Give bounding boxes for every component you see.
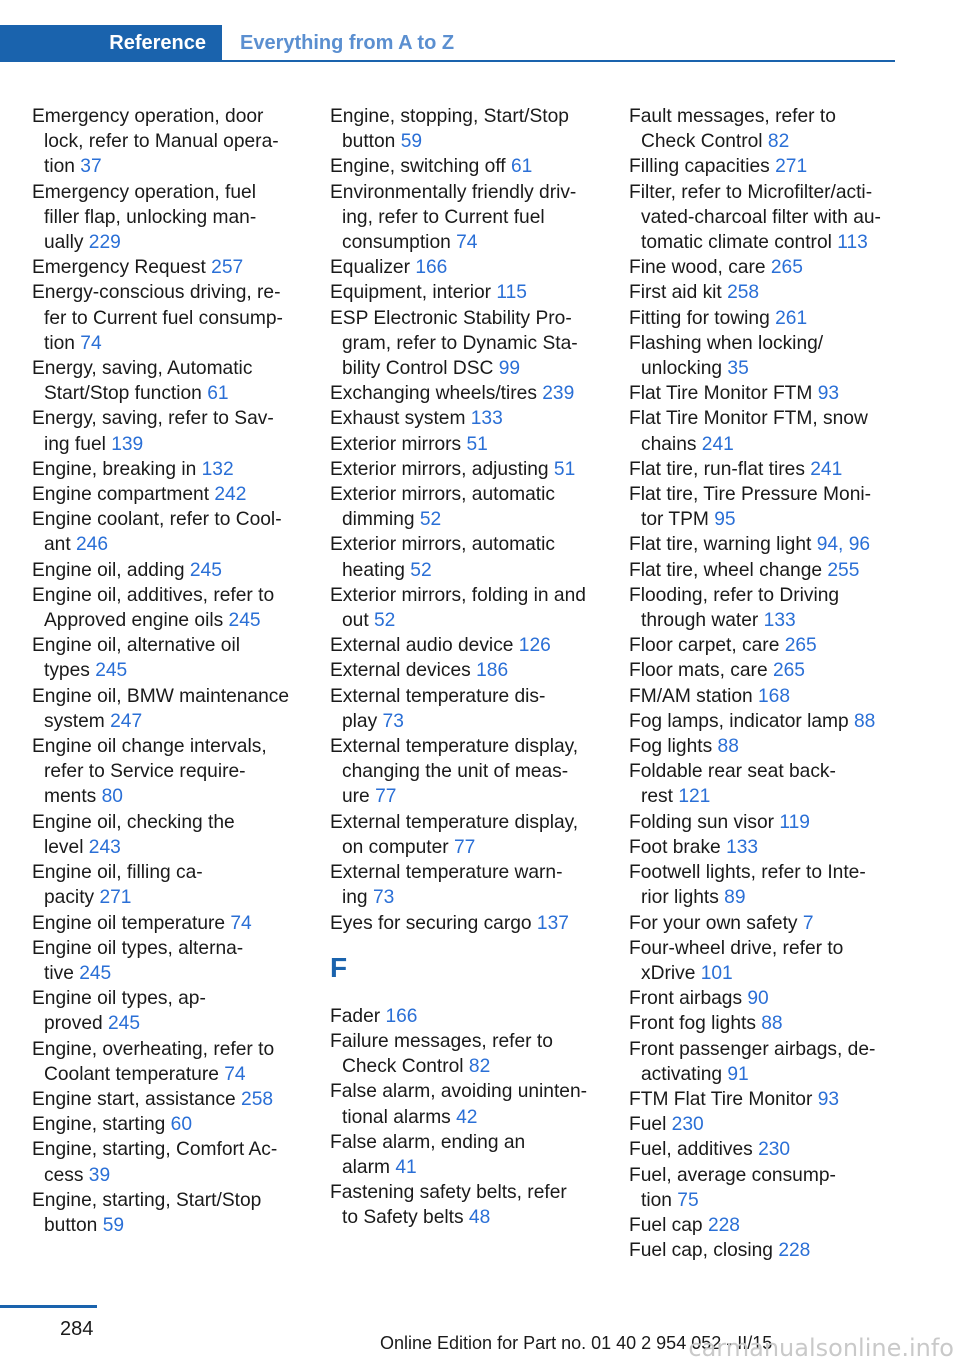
page-reference-link[interactable]: 241 [810,458,843,480]
index-entry-text: Fine wood, care [629,257,771,279]
page-reference-link[interactable]: 48 [468,1207,491,1229]
page-reference-link[interactable]: 99 [498,358,521,380]
index-entry [629,1112,899,1137]
subsection-tab: Everything from A to Z [240,32,455,54]
index-entry-text: Flat tire, Tire Pressure Moni- tor TPM [629,484,872,531]
index-entry-text: External temperature display, changing the unit of meas- ure [330,736,579,808]
index-entry-text: Fuel cap [629,1214,708,1236]
index-column-2 [330,104,600,1231]
index-entry-text: Engine, stopping, Start/Stop button [330,106,569,153]
index-entry [629,306,899,331]
index-entry [330,633,600,658]
index-entry [330,1180,600,1230]
index-entry-text: Flat Tire Monitor FTM, snow chains [629,408,868,455]
index-entry-text: Footwell lights, refer to Inte- rior lights [629,862,866,909]
index-entry-text: Front airbags [629,988,748,1010]
index-entry-text: False alarm, avoiding uninten- tional alarms [330,1081,588,1128]
page-reference-link[interactable]: 230 [758,1139,791,1161]
page-reference-link[interactable]: 93 [817,383,840,405]
index-entry [629,583,899,633]
index-entry [629,1137,899,1162]
index-entry [32,911,302,936]
page-reference-link[interactable]: 82 [767,131,790,153]
index-entry-text: Four-wheel drive, refer to xDrive [629,937,844,984]
page-reference-link[interactable]: 80 [101,786,123,808]
index-entry-text: Engine, starting [32,1114,171,1136]
index-entry-text: Engine oil, adding [32,559,190,581]
index-entry [32,1188,302,1238]
index-entry [629,406,899,456]
page-reference-link[interactable]: 73 [372,887,395,909]
page-reference-link[interactable]: 42 [456,1106,478,1128]
index-entry-text: Filling capacities [629,156,776,178]
index-entry-text: FM/AM station [629,685,759,707]
index-entry-text: False alarm, ending an alarm [330,1131,526,1178]
index-entry [629,986,899,1011]
page-reference-link[interactable]: 245 [95,660,128,682]
page-reference-link[interactable]: 166 [385,1005,418,1027]
index-entry [330,1079,600,1129]
index-entry [330,306,600,382]
page-reference-link[interactable]: 95 [714,509,736,531]
index-entry-text: Exterior mirrors, automatic dimming [330,484,555,531]
index-entry [32,583,302,633]
page-reference-link[interactable]: 74 [80,332,102,354]
page-reference-link[interactable]: 88 [717,736,739,758]
index-entry [32,457,302,482]
index-entry [330,482,600,532]
index-entry [330,406,600,431]
index-entry [330,104,600,154]
index-entry-text: Filter, refer to Microfilter/acti- vated-charcoal filter with au- tomatic climate control [629,181,881,254]
index-entry [32,1087,302,1112]
page-reference-link[interactable]: 166 [415,257,448,279]
index-entry-text: Fuel cap, closing [629,1240,779,1262]
page-reference-link[interactable]: 88 [854,710,876,732]
index-entry [330,1029,600,1079]
index-entry [32,280,302,356]
page-number: 284 [60,1318,94,1340]
page-reference-link[interactable]: 258 [727,282,760,304]
page-reference-link[interactable]: 90 [747,988,769,1010]
page-reference-link[interactable]: 59 [400,131,423,153]
page-reference-link[interactable]: 52 [419,509,442,531]
page-reference-link[interactable]: 133 [470,408,503,430]
index-entry [629,1087,899,1112]
page-reference-link[interactable]: 77 [454,836,476,858]
index-entry-text: Emergency Request [32,257,212,279]
index-entry-text: Exterior mirrors, folding in and out [330,584,586,632]
index-entry [330,734,600,810]
index-entry-text: Engine, switching off [330,156,511,178]
index-entry-text: Foldable rear seat back- rest [629,761,836,808]
index-entry [330,1130,600,1180]
index-entry-text: Floor carpet, care [629,635,785,657]
index-entry-text: Fog lamps, indicator lamp [629,710,855,732]
page-reference-link[interactable]: 258 [241,1088,274,1110]
index-entry-text: Front passenger airbags, de- activating [629,1038,876,1085]
index-entry-text: External devices [330,660,477,682]
edition-note: Online Edition for Part no. 01 40 2 954 052 - II/15 [380,1333,773,1353]
index-entry [330,432,600,457]
index-entry [330,255,600,280]
index-entry-text: Engine oil, checking the level [32,811,235,858]
index-entry [32,936,302,986]
section-letter: F [330,951,348,983]
page-reference-link[interactable]: 139 [111,433,144,455]
page-reference-link[interactable]: 88 [761,1013,783,1035]
index-entry-text: Equipment, interior [330,282,497,304]
index-entry-text: Flat tire, wheel change [629,559,828,581]
page-reference-link[interactable]: 121 [678,786,711,808]
page-reference-link[interactable]: 247 [110,710,143,732]
watermark-logo: carmanualsonline.info [688,1334,954,1362]
page-reference-link[interactable]: 35 [727,358,749,380]
index-entry-text: Energy-conscious driving, re- fer to Current fuel consump- tion [32,282,283,354]
index-entry [330,280,600,305]
index-entry-text: Fuel, additives [629,1139,759,1161]
index-entry-text: Engine, starting, Start/Stop button [32,1189,262,1236]
page-reference-link[interactable]: 228 [778,1240,811,1262]
index-entry-text: External temperature warn- ing [330,862,563,909]
index-entry-text: Environmentally friendly driv- ing, refer to Current fuel consumption [330,181,577,254]
page-reference-link[interactable]: 51 [466,433,488,455]
index-entry [32,507,302,557]
page-reference-link[interactable]: 74 [230,912,252,934]
index-entry [32,180,302,256]
index-entry [629,709,899,734]
index-entry [629,734,899,759]
index-entry [32,1112,302,1137]
index-entry [32,633,302,683]
page-reference-link[interactable]: 52 [410,559,432,581]
index-entry-text: Fuel, average consump- tion [629,1164,836,1211]
page-reference-link[interactable]: 119 [779,811,810,833]
page-reference-link[interactable]: 271 [775,156,808,178]
index-entry-text: Folding sun visor [629,811,780,833]
index-entry-text: Fault messages, refer to Check Control [629,106,836,153]
index-entry-text: External audio device [330,635,519,657]
index-entry [32,104,302,180]
page-reference-link[interactable]: 41 [395,1156,417,1178]
index-entry-text: ESP Electronic Stability Pro- gram, refer to Dynamic Sta- bility Control DSC [330,307,578,380]
index-entry-text: Eyes for securing cargo [330,912,537,934]
page-reference-link[interactable]: 101 [700,962,733,984]
page-reference-link[interactable]: 241 [701,433,734,455]
index-entry [330,381,600,406]
page-reference-link[interactable]: 132 [201,458,234,480]
index-entry [629,457,899,482]
index-entry [629,911,899,936]
index-entry [330,911,600,936]
index-entry [32,734,302,810]
index-entry-text: Failure messages, refer to Check Control [330,1030,553,1078]
index-entry-text: Engine oil types, alterna- tive [32,937,244,984]
page-reference-link[interactable]: 73 [382,710,404,732]
index-entry-text: Flashing when locking/ unlocking [629,332,824,380]
index-entry-text: For your own safety [629,912,803,934]
index-entry [32,482,302,507]
index-entry [629,180,899,256]
index-entry [330,457,600,482]
index-entry-text: Engine oil change intervals, refer to Service require- ments [32,736,267,808]
index-entry-text: Engine oil types, ap- proved [32,988,206,1035]
page-reference-link[interactable]: 74 [456,232,478,254]
page-reference-link[interactable]: 37 [80,156,102,178]
index-entry-text: Engine oil, filling ca- pacity [32,862,203,909]
index-entry [32,356,302,406]
page-reference-link[interactable]: 261 [775,307,808,329]
index-column-1 [32,104,302,1238]
page-reference-link[interactable]: 61 [207,383,229,405]
page-reference-link[interactable]: 242 [214,484,247,506]
page-reference-link[interactable]: 7 [802,912,814,934]
page-reference-link[interactable]: 133 [726,836,759,858]
index-entry [330,532,600,582]
index-entry-text: Fog lights [629,736,718,758]
index-entry [629,381,899,406]
page-reference-link[interactable]: 245 [108,1013,141,1035]
index-entry-text: Engine, starting, Comfort Ac- cess [32,1139,278,1186]
index-entry-text: Floor mats, care [629,660,773,682]
index-entry-text: Engine, overheating, refer to Coolant temperature [32,1038,275,1085]
index-entry [629,532,899,557]
index-entry-text: Fuel [629,1114,672,1136]
index-entry [629,255,899,280]
page-reference-link[interactable]: 75 [677,1189,699,1211]
footer-rule [0,1305,97,1308]
page-reference-link[interactable]: 52 [374,610,396,632]
index-entry-text: Engine coolant, refer to Cool- ant [32,509,282,556]
index-entry-text: Fitting for towing [629,307,776,329]
page-reference-link[interactable]: 229 [88,232,121,254]
page-reference-link[interactable]: 246 [76,534,109,556]
index-column-2-top [330,104,600,936]
index-entry-text: Equalizer [330,257,416,279]
page-reference-link[interactable]: 243 [88,836,121,858]
index-entry [629,684,899,709]
index-entry-text: Foot brake [629,836,727,858]
index-entry [629,1238,899,1263]
page-reference-link[interactable]: 137 [536,912,569,934]
index-entry-text: Engine, breaking in [32,458,202,480]
index-entry [629,280,899,305]
index-entry [629,759,899,809]
page-reference-link[interactable]: 94, 96 [816,534,871,556]
index-entry-text: Flat tire, run-flat tires [629,458,811,480]
page-reference-link[interactable]: 255 [827,559,860,581]
index-entry [629,810,899,835]
page-reference-link[interactable]: 133 [763,610,796,632]
page-reference-link[interactable]: 74 [224,1063,246,1085]
index-entry-text: First aid kit [629,282,728,304]
index-entry-text: FTM Flat Tire Monitor [629,1088,818,1110]
page-reference-link[interactable]: 228 [707,1214,740,1236]
index-entry [629,835,899,860]
index-entry [330,180,600,256]
index-entry [629,658,899,683]
page-reference-link[interactable]: 93 [817,1088,840,1110]
index-entry-text: Front fog lights [629,1013,762,1035]
index-entry-text: Exhaust system [330,408,471,430]
page-reference-link[interactable]: 186 [476,660,509,682]
page-reference-link[interactable]: 115 [496,282,527,304]
page-reference-link[interactable]: 82 [468,1056,491,1078]
index-entry-text: Fader [330,1005,386,1027]
page-reference-link[interactable]: 245 [228,610,261,632]
index-entry [32,684,302,734]
index-entry [629,633,899,658]
page-reference-link[interactable]: 245 [189,559,222,581]
index-entry-text: Engine oil temperature [32,912,231,934]
section-tab: Reference [0,25,222,62]
index-entry [629,860,899,910]
index-entry [330,684,600,734]
index-entry-text: Fastening safety belts, refer to Safety belts [330,1182,567,1229]
index-entry-text: Exterior mirrors, automatic heating [330,534,555,581]
index-entry [32,558,302,583]
page-reference-link[interactable]: 265 [784,635,817,657]
page-reference-link[interactable]: 271 [99,887,132,909]
index-entry [32,860,302,910]
index-entry-text: Emergency operation, fuel filler flap, unlocking man- ually [32,181,257,254]
index-entry-text: Flat Tire Monitor FTM [629,383,818,405]
index-entry [32,255,302,280]
index-entry-text: Energy, saving, refer to Sav- ing fuel [32,408,274,455]
index-entry [629,104,899,154]
index-entry [330,583,600,633]
index-entry [330,658,600,683]
index-entry-text: Engine compartment [32,484,215,506]
page-reference-link[interactable]: 257 [211,257,244,279]
index-entry-text: Exchanging wheels/tires [330,383,543,405]
index-entry [629,1011,899,1036]
page-reference-link[interactable]: 168 [758,685,791,707]
index-entry-text: External temperature dis- play [330,685,546,732]
page-reference-link[interactable]: 239 [542,383,575,405]
index-entry [32,406,302,456]
index-entry [629,482,899,532]
page-reference-link[interactable]: 39 [88,1164,111,1186]
index-entry [32,810,302,860]
index-entry [32,1037,302,1087]
index-entry-text: Exterior mirrors [330,433,467,455]
index-entry-text: Engine oil, additives, refer to Approved engine oils [32,584,275,632]
index-entry [330,810,600,860]
index-entry-text: Energy, saving, Automatic Start/Stop function [32,358,253,405]
index-entry-text: Flooding, refer to Driving through water [629,584,840,632]
index-entry [629,936,899,986]
page-reference-link[interactable]: 265 [772,660,805,682]
index-entry-text: Engine oil, alternative oil types [32,635,240,682]
index-entry [32,1137,302,1187]
index-entry-text: Emergency operation, door lock, refer to Manual opera- tion [32,106,279,178]
index-entry [629,1163,899,1213]
page-reference-link[interactable]: 265 [770,257,803,279]
page-reference-link[interactable]: 61 [510,156,533,178]
page-header [0,25,895,62]
index-entry [629,558,899,583]
index-entry [32,986,302,1036]
page-reference-link[interactable]: 91 [727,1063,749,1085]
index-entry [330,860,600,910]
index-entry-text: Engine oil, BMW maintenance system [32,685,290,732]
index-entry [629,154,899,179]
index-entry [629,331,899,381]
index-entry [330,1004,600,1029]
page-reference-link[interactable]: 245 [79,962,112,984]
index-column-2-bottom [330,1004,600,1231]
page-reference-link[interactable]: 59 [102,1214,125,1236]
index-entry [330,154,600,179]
page-reference-link[interactable]: 126 [518,635,551,657]
index-entry [629,1037,899,1087]
page-reference-link[interactable]: 230 [671,1114,704,1136]
index-entry [629,1213,899,1238]
index-entry-text: Flat tire, warning light [629,534,817,556]
page-reference-link[interactable]: 51 [553,458,576,480]
page-reference-link[interactable]: 77 [375,786,397,808]
index-entry-text: Engine start, assistance [32,1088,242,1110]
page-reference-link[interactable]: 113 [837,232,868,254]
page-reference-link[interactable]: 89 [724,887,746,909]
index-column-3 [629,104,899,1263]
index-entry-text: External temperature display, on computer [330,811,579,858]
page-reference-link[interactable]: 60 [170,1114,193,1136]
index-entry-text: Exterior mirrors, adjusting [330,458,554,480]
